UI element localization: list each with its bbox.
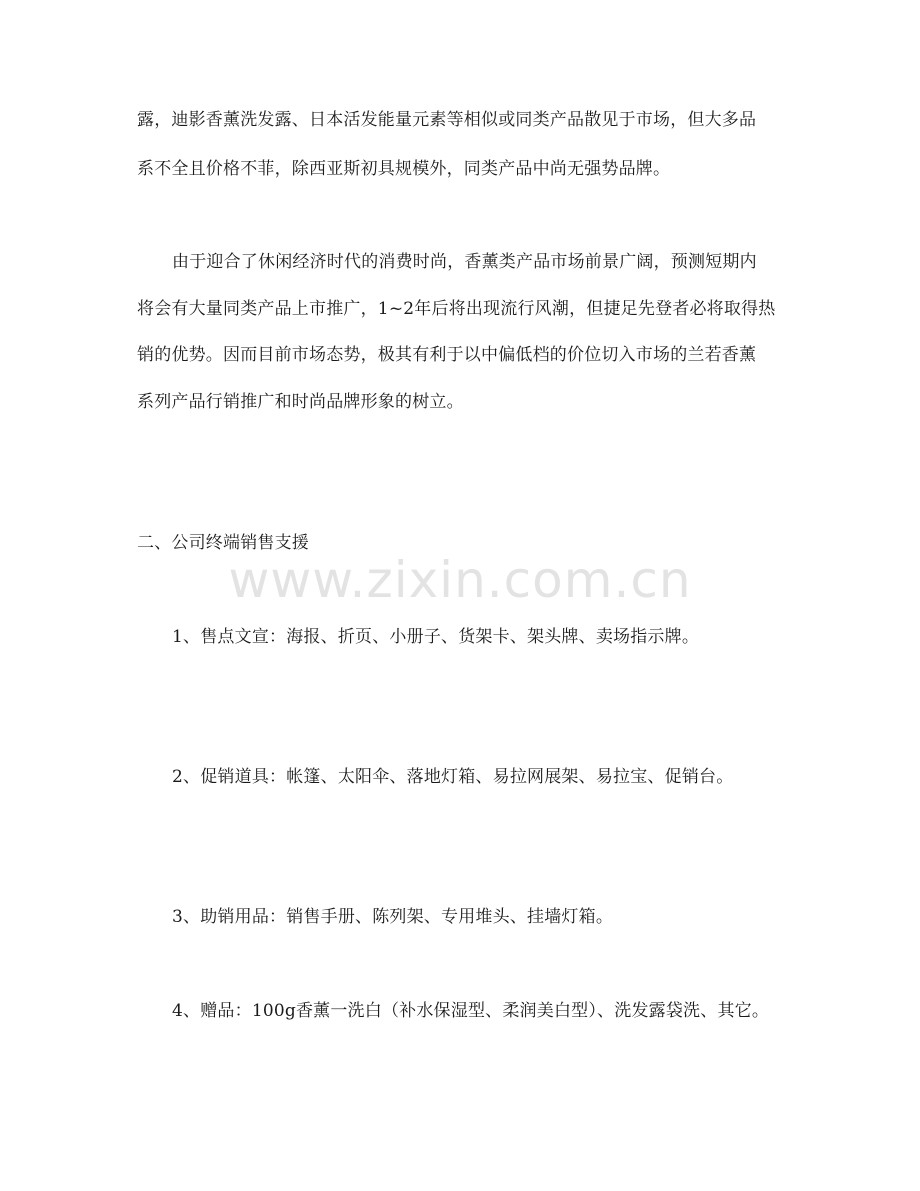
paragraph-line: 销的优势。因而目前市场态势，极其有利于以中偏低档的价位切入市场的兰若香薰 xyxy=(137,345,757,365)
paragraph-line: 由于迎合了休闲经济时代的消费时尚，香薰类产品市场前景广阔，预测短期内 xyxy=(172,252,757,272)
paragraph-line: 系不全且价格不菲，除西亚斯初具规模外，同类产品中尚无强势品牌。 xyxy=(137,159,671,179)
paragraph-line: 将会有大量同类产品上市推广，1~2年后将出现流行风潮，但捷足先登者必将取得热 xyxy=(137,299,776,319)
list-item: 2、促销道具：帐篷、太阳伞、落地灯箱、易拉网展架、易拉宝、促销台。 xyxy=(172,767,734,787)
watermark: www.zixin.com.cn xyxy=(228,551,692,609)
list-item: 1、售点文宣：海报、折页、小册子、货架卡、架头牌、卖场指示牌。 xyxy=(172,627,700,647)
list-item: 4、赠品：100g香薰一洗白（补水保湿型、柔润美白型）、洗发露袋洗、其它。 xyxy=(172,1001,770,1021)
paragraph-line: 露，迪影香薰洗发露、日本活发能量元素等相似或同类产品散见于市场，但大多品 xyxy=(137,110,757,130)
section-heading: 二、公司终端销售支援 xyxy=(137,533,309,553)
paragraph-line: 系列产品行销推广和时尚品牌形象的树立。 xyxy=(137,392,464,412)
list-item: 3、助销用品：销售手册、陈列架、专用堆头、挂墙灯箱。 xyxy=(172,907,614,927)
